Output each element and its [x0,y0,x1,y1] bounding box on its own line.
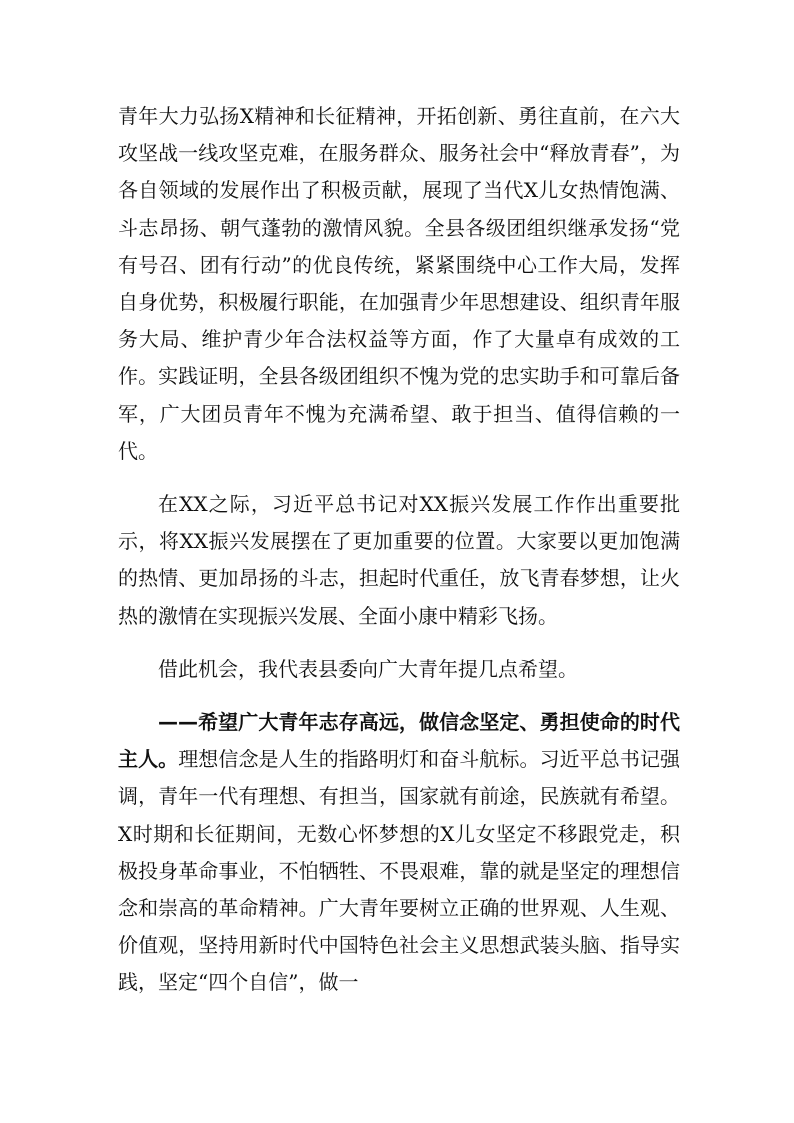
paragraph-first-hope [118,704,680,1002]
document-page [118,98,680,1018]
paragraph-revitalization [118,486,680,635]
paragraph-text: 理想信念是人生的指路明灯和奋斗航标。习近平总书记强调，青年一代有理想、有担当，国家就有前途，民族就有希望。X时期和长征期间，无数心怀梦想的X儿女坚定不移跟党走，积极投身革命事业，不怕牺牲、不畏艰难，靠的就是坚定的理想信念和崇高的革命精神。广大青年要树立正确的世界观、人生观、价值观，坚持用新时代中国特色社会主义思想武装头脑、指导实践，坚定“四个自信”，做一 [118,747,681,995]
paragraph-hopes-intro [118,651,680,688]
paragraph-text: 在XX之际，习近平总书记对XX振兴发展工作作出重要批示，将XX振兴发展摆在了更加重要的位置。大家要以更加饱满的热情、更加昂扬的斗志，担起时代重任，放飞青春梦想，让火热的激情在实现振兴发展、全面小康中精彩飞扬。 [118,492,680,628]
paragraph-text: 借此机会，我代表县委向广大青年提几点希望。 [158,656,578,681]
paragraph-text: 青年大力弘扬X精神和长征精神，开拓创新、勇往直前，在六大攻坚战一线攻坚克难，在服务群众、服务社会中“释放青春”，为各自领域的发展作出了积极贡献，展现了当代X儿女热情饱满、斗志昂扬、朝气蓬勃的激情风貌。全县各级团组织继承发扬“党有号召、团有行动”的优良传统，紧紧围绕中心工作大局，发挥自身优势，积极履行职能，在加强青少年思想建设、组织青年服务大局、维护青少年合法权益等方面，作了大量卓有成效的工作。实践证明，全县各级团组织不愧为党的忠实助手和可靠后备军，广大团员青年不愧为充满希望、敢于担当、值得信赖的一代。 [118,104,680,463]
paragraph-youth-achievements [118,98,680,470]
paragraph-heading: ——希望广大青年志存高远，做信念坚定、勇担使命的时代主人。 [118,710,680,772]
